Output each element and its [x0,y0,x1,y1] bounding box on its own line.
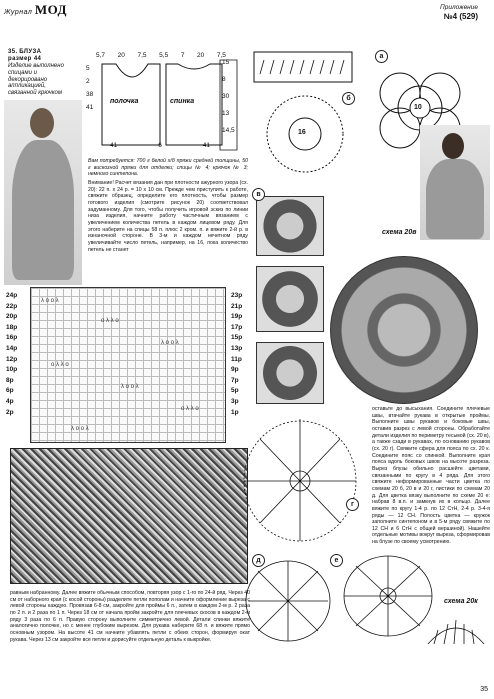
dim: 2 [86,78,90,85]
materials-text: Вам потребуется: 700 г белой х/б пряжи средней толщины, 50 г вискозной пряжи для отделки; спицы № 4; крючок № 3; немного синтепона. [88,158,248,178]
row-label: 14р [6,344,18,352]
dim: 7,5 [137,52,147,59]
dim: 41 [202,142,210,149]
item-size: размер 44 [8,55,42,62]
dim: 20 [117,52,125,59]
row-label: 9р [231,366,239,374]
row-label: 19р [231,313,243,321]
row-label: 18р [6,323,18,331]
row-label: 23р [231,292,243,299]
photo-step-3 [256,342,324,404]
knit-sample-photo [10,448,248,584]
front-label: полочка [110,98,139,105]
row-label: 10р [6,366,18,374]
belt-scheme-diagram [424,612,488,652]
row-label: 7р [231,376,239,384]
stitch-chart: λ о о λ о λ λ о λ о о λ о λ λ о λ о о λ о λ λ о λ о о λ [30,287,226,443]
model-photo-front [4,100,82,285]
magazine-prefix: Журнал [4,9,33,16]
back-label: спинка [170,98,195,105]
row-label: 20р [6,313,18,321]
magazine-title: МОД [34,2,67,17]
bottom-text: равным набранному. Далее вяжите обычным способом, повторяя узор с 1-го по 24-й ряд. Через 40 см от наборного края (с косой стороны) разделите петли пополам и начните оформление выреза с левой стороны каждую. Провязав 6-8 см, закройте для проймы 6 п., затем в каждом 2-м р. 2 раза по 2 п. и 2 раза по 1 п. Через 18 см от начала пройм закройте для плечевых скосов в каждом 2-м ряду 3 раза по 6 п. Правую сторону выполните симметрично левой. Детали спинки вяжите аналогично полочке, но с менее глубоким вырезом. Для рукава наберите 68 п. и вяжите прямо основным узором. На высоте 41 см начните убавлять петли с обеих сторон, формируя окат рукава. Через 13 см закройте все петли и дорисуйте отдельную деталь к выкройке. [10,590,250,643]
dim: 7 [180,52,185,59]
row-label: 2р [6,408,14,416]
dim: 15 [222,59,230,66]
label-v: в [252,188,265,201]
scheme-20k-label: схема 20к [444,598,478,605]
scheme-20v-label: схема 20в [382,229,417,236]
supplement-header [440,4,478,21]
dim: 41 [86,104,94,111]
dim: 6 [158,142,162,149]
dim: 20 [197,52,205,59]
row-label: 1р [231,408,239,416]
label-g: г [346,498,359,511]
dim: 7,5 [216,52,226,59]
pattern-top-dims [96,52,226,59]
supplement-label: Приложение [440,4,478,11]
photo-step-2 [256,266,324,332]
dim: 13 [222,110,230,117]
chart-rows-left [6,291,17,418]
chart-rows-right [231,291,242,418]
item-number: 35. [8,49,18,55]
row-label: 21р [231,302,243,310]
pattern-side-dims [86,62,93,114]
row-label: 17р [231,323,243,331]
motif-center-16: 16 [298,129,306,136]
row-label: 12р [6,355,18,363]
pattern-bottom-dims [110,142,210,149]
dim: 8 [222,76,226,83]
right-column-text: оставьте до высыхания. Соедините плечевые швы, втачайте рукава в открытые проймы. Выполните швы рукавов и боковые швы, оставив разрез с левой стороны. Обработайте детали изделия по периметру тесьмой (сх. 20 в), а также сзади в рукавах, по основанию рукавов (сх. 20 г). Свяжите сфера для пояса по сх. 20 к. Соедините пояс со спинкой. Выполните края пояса вдоль боковых швов на высоте разреза. Вырез блузы обильно расшейте цветами, связанными по кругу в 4 ряда. Для этого свяжите неформированные части цветка по схемам 20 б, 20 в и 20 г, листики по схемам 20 д. Для цветка вязку выполните по схеме 20 е: набрав 8 в.п. и замкнув их в кольцо. Далее вяжите по кругу 1-4 р. по 12 СтН, 2-4 р. 3-4-я ряды — 12 СН. Полость цветка — кружок заполните синтепоном и в 5-м ряду свяжите по 12 СН и 6 СтН с общей вершиной). Нашейте отдельные мотивы вокруг выреза, сформировав на блузе по своему усмотрению. [372,406,490,546]
row-label: 5р [231,387,239,395]
dim: 5,7 [96,52,106,59]
instructions [88,158,248,288]
instructions-text: Внимание! Расчет вязания дан при плотности ажурного узора (сх. 20): 22 п. x 24 р. = 10 x 10 см. Прежде чем приступить к работе, свяжите образец, определите его плотность, чтобы размер готового изделия (смотрите рисунок 20) соответствовал задуманному. Для того, чтобы получить игровой эскиз по линии низа изделия, начните работу частичным вязанием с увеличением количества петель в каждом лицевом ряду. Для этого наберите на спицы 58 п. плюс 2 кром. п. и вяжите 2-й р. в изнаночной стороне. В 3-м и каждом нечетном ряду увеличивайте число петель, например, на 16, пока количество петель не станет [88,179,248,253]
dim: 5 [86,65,90,72]
dim: 14,5 [222,127,235,134]
item-description: Изделие выполнено спицами и декорировано аппликацией, связанной крючком [8,62,64,97]
row-label: 3р [231,397,239,405]
row-label: 22р [6,302,18,310]
row-label: 11р [231,355,242,363]
row-label: 24р [6,292,18,299]
item-tag [8,49,76,97]
row-label: 8р [6,376,14,384]
magazine-header [4,2,67,18]
flower-photo [330,256,478,404]
dim: 41 [110,142,118,149]
motif-center-10: 10 [414,104,422,111]
row-label: 13р [231,344,243,352]
item-type: БЛУЗА [19,49,42,55]
model-photo-back [420,125,490,240]
row-label: 16р [6,334,18,342]
row-label: 6р [6,387,14,395]
label-b: б [342,92,355,105]
dim: 38 [86,91,94,98]
dim: 5,5 [159,52,169,59]
label-e: е [330,554,343,567]
sleeve-dims [222,54,235,139]
dim: 30 [222,93,230,100]
row-label: 4р [6,397,14,405]
row-label: 15р [231,334,243,342]
issue-number: №4 (529) [443,11,478,21]
label-d: д [252,554,265,567]
label-a: а [375,50,388,63]
page-number: 35 [480,686,488,693]
photo-step-1 [256,196,324,256]
